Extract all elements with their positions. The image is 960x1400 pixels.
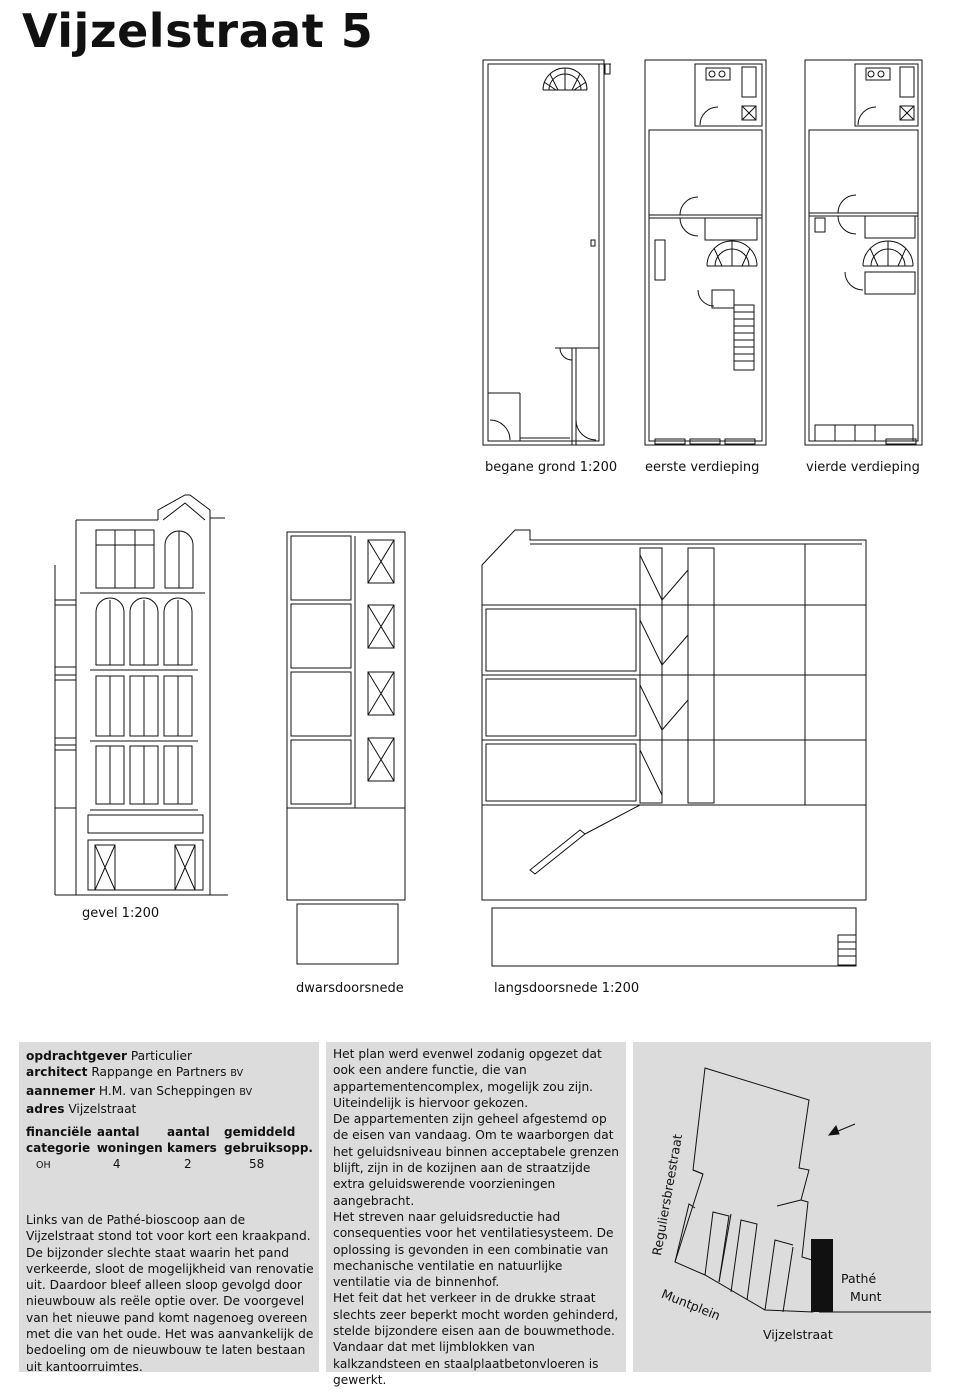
description-paragraph-2: De appartementen zijn geheel afgestemd op de eisen van vandaag. Om te waarborgen dat het geluidsniveau binnen acceptabele grenzen blijft, zijn in de kozijnen aan de straatzijde extra geluidswerende voorzieningen aangebracht. — [333, 1112, 619, 1208]
info-panel — [19, 1042, 319, 1372]
stats-header-1: financiële categorie — [26, 1125, 92, 1156]
langsdoorsnede-section — [482, 530, 866, 966]
aannemer-label: aannemer — [26, 1083, 96, 1098]
stats-header-3: aantal kamers — [167, 1125, 217, 1156]
project-credits — [26, 1048, 313, 1117]
stats-table — [26, 1124, 313, 1174]
intro-text: Links van de Pathé-bioscoop aan de Vijzelstraat stond tot voor kort een kraakpand. De bijzonder slechte staat waarin het pand verkeerde, sloot de mogelijkheid van renovatie uit. Daardoor bleef alleen sloop gevolgd door nieuwbouw als reële optie over. De voorgevel van het nieuwe pand komt nagenoeg overeen met die van het oude. Het was aanvankelijk de bedoeling om de nieuwbouw te laten bestaan uit kantoorruimtes. — [26, 1213, 314, 1374]
stats-value-kamers: 2 — [184, 1157, 192, 1172]
description-paragraph-1: Het plan werd evenwel zodanig opgezet dat ook een andere functie, die van appartementencomplex, mogelijk zou zijn. Uiteindelijk is hiervoor gekozen. — [333, 1047, 602, 1110]
stats-header-2: aantal woningen — [96, 1125, 163, 1156]
page-title: Vijzelstraat 5 — [22, 4, 374, 58]
caption-gevel: gevel 1:200 — [82, 906, 160, 921]
caption-langsdoorsnede: langsdoorsnede 1:200 — [494, 981, 640, 996]
caption-begane-grond: begane grond 1:200 — [485, 460, 618, 475]
caption-dwarsdoorsnede: dwarsdoorsnede — [296, 981, 404, 996]
location-map — [633, 1042, 931, 1372]
map-label-reguliersbreestraat: Reguliersbreestraat — [649, 1132, 686, 1257]
aannemer-value: H.M. van Scheppingen — [98, 1083, 236, 1098]
plan-vierde-verdieping — [805, 60, 922, 445]
architect-value: Rappange en Partners — [91, 1065, 227, 1080]
map-label-muntplein: Muntplein — [659, 1286, 723, 1324]
map-label-pathe: Pathé — [841, 1271, 877, 1286]
location-map-panel — [633, 1042, 931, 1372]
plan-begane-grond — [483, 60, 611, 445]
description-paragraph-3: Het streven naar geluidsreductie had consequenties voor het ventilatiesysteem. De oplossing is gevonden in een combinatie van mechanische ventilatie en natuurlijke ventilatie via de binnenhof. — [333, 1209, 614, 1290]
dwarsdoorsnede-section — [287, 532, 405, 964]
opdrachtgever-label: opdrachtgever — [26, 1049, 127, 1063]
plan-eerste-verdieping — [645, 60, 766, 445]
aannemer-suffix: BV — [239, 1086, 253, 1098]
description-panel — [326, 1042, 626, 1387]
map-label-munt: Munt — [850, 1289, 882, 1304]
adres-value: Vijzelstraat — [68, 1101, 137, 1116]
stats-value-woningen: 4 — [112, 1157, 121, 1172]
opdrachtgever-value: Particulier — [130, 1049, 193, 1063]
caption-eerste-verdieping: eerste verdieping — [645, 460, 760, 475]
architect-label: architect — [26, 1065, 88, 1080]
description-paragraph-4: Het feit dat het verkeer in de drukke straat slechts zeer beperkt mocht worden gehinderd, stelde bijzondere eisen aan de bouwmethode. Vandaar dat met lijmblokken van kalkzandsteen en staalplaatbetonvloeren is gewerkt. — [333, 1291, 619, 1387]
stats-header-4: gemiddeld gebruiksopp. — [223, 1125, 313, 1156]
stats-value-categorie: OH — [36, 1160, 51, 1172]
caption-vierde-verdieping: vierde verdieping — [806, 460, 920, 475]
stats-value-gebruiksopp: 58 — [248, 1157, 265, 1172]
adres-label: adres — [26, 1101, 65, 1116]
map-label-vijzelstraat: Vijzelstraat — [763, 1327, 833, 1342]
gevel-elevation — [55, 495, 228, 895]
architect-suffix: BV — [230, 1068, 244, 1080]
